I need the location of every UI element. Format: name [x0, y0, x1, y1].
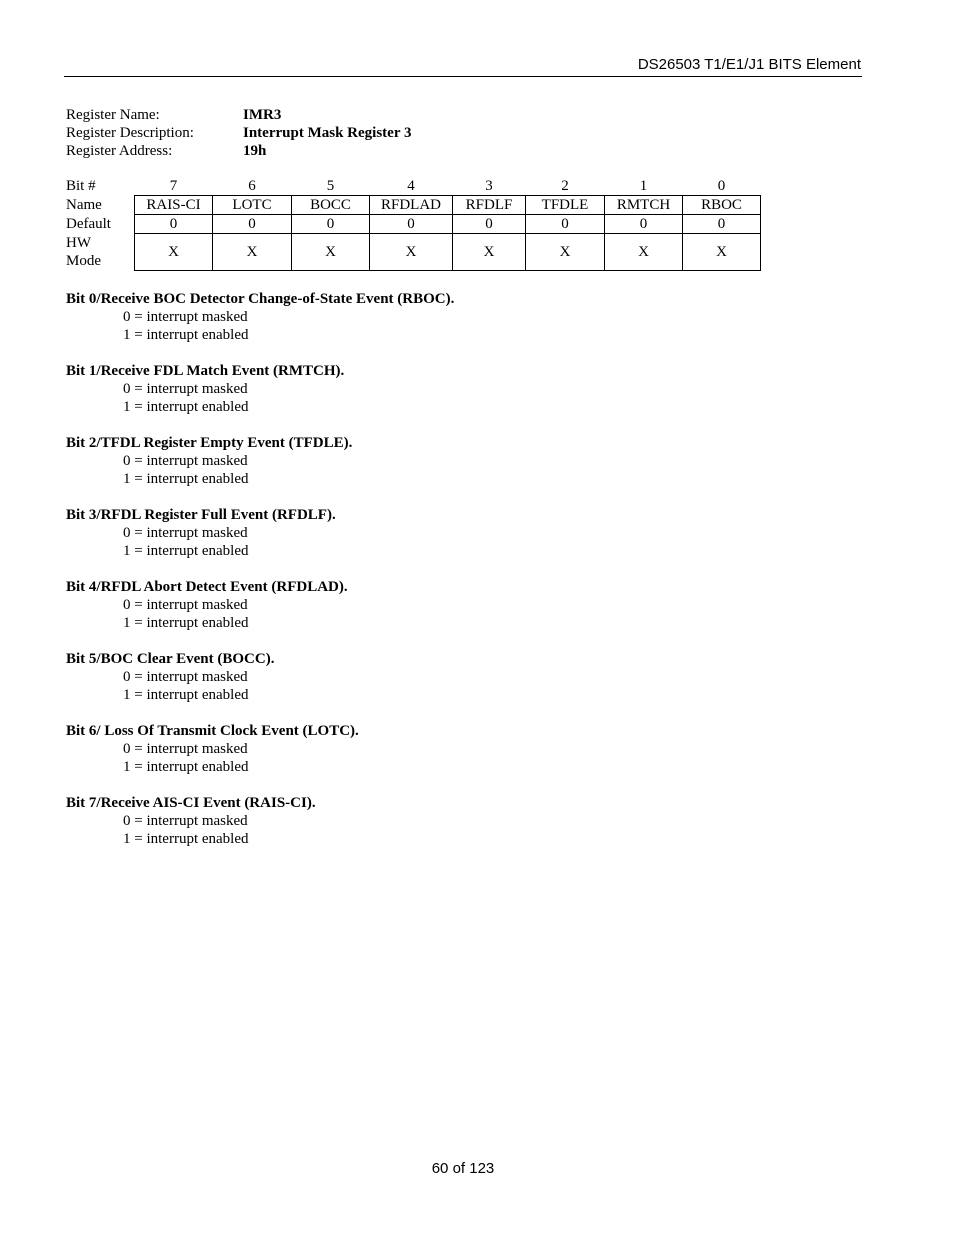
page-number: 60 of 123	[431, 1160, 495, 1177]
bit-default-row	[66, 215, 761, 234]
bit-default-cell: 0	[370, 215, 453, 234]
bit-option-enabled: 1 = interrupt enabled	[123, 471, 249, 487]
bit-option-masked: 0 = interrupt masked	[123, 741, 248, 757]
bit-hw-mode-row	[66, 234, 761, 271]
register-description-value: Interrupt Mask Register 3	[243, 125, 412, 141]
bit-number-cell: 0	[717, 178, 726, 194]
bit-name-row	[66, 196, 761, 215]
bit-hw-mode-cell: X	[453, 234, 526, 271]
hw-label-line2: Mode	[66, 253, 101, 269]
bit-name-cell: RAIS-CI	[135, 196, 213, 215]
register-address-label: Register Address:	[66, 143, 173, 159]
bit-option-masked: 0 = interrupt masked	[123, 813, 248, 829]
bit-number-cell: 4	[407, 178, 415, 194]
bit-description-heading: Bit 4/RFDL Abort Detect Event (RFDLAD).	[66, 579, 348, 595]
bit-option-masked: 0 = interrupt masked	[123, 669, 248, 685]
bit-name-label: Name	[66, 197, 102, 213]
bit-default-cell: 0	[135, 215, 213, 234]
bit-default-cell: 0	[683, 215, 761, 234]
bit-number-cell: 1	[639, 178, 648, 194]
bit-option-masked: 0 = interrupt masked	[123, 453, 248, 469]
bit-description-heading: Bit 6/ Loss Of Transmit Clock Event (LOTC).	[66, 723, 359, 739]
bit-description-heading: Bit 7/Receive AIS-CI Event (RAIS-CI).	[66, 795, 316, 811]
bit-number-cell: 6	[248, 178, 256, 194]
bit-default-cell: 0	[526, 215, 605, 234]
register-address-value: 19h	[243, 143, 267, 159]
register-name-value: IMR3	[243, 107, 282, 123]
bit-default-cell: 0	[453, 215, 526, 234]
bit-default-cell: 0	[292, 215, 370, 234]
header-divider	[64, 76, 862, 77]
bit-description-section	[66, 506, 454, 560]
bit-descriptions	[66, 290, 454, 866]
bit-description-section	[66, 650, 454, 704]
register-name-label: Register Name:	[66, 107, 160, 123]
bit-default-cell: 0	[213, 215, 292, 234]
bit-name-cell: TFDLE	[526, 196, 605, 215]
bit-description-heading: Bit 0/Receive BOC Detector Change-of-State Event (RBOC).	[66, 291, 455, 307]
bit-description-section	[66, 794, 454, 848]
bit-option-enabled: 1 = interrupt enabled	[123, 399, 249, 415]
bit-description-heading: Bit 1/Receive FDL Match Event (RMTCH).	[66, 363, 345, 379]
bit-number-row	[66, 177, 761, 196]
bit-hw-mode-cell: X	[213, 234, 292, 271]
bit-number-cell: 3	[485, 178, 493, 194]
register-name-row	[66, 106, 411, 124]
hw-label-line1: HW	[66, 235, 91, 251]
bit-number-label: Bit #	[66, 178, 96, 195]
bit-description-heading: Bit 3/RFDL Register Full Event (RFDLF).	[66, 507, 336, 523]
bit-field-table	[66, 177, 761, 271]
register-address-row	[66, 142, 411, 160]
bit-description-section	[66, 578, 454, 632]
bit-option-enabled: 1 = interrupt enabled	[123, 615, 249, 631]
bit-hw-mode-cell: X	[526, 234, 605, 271]
bit-hw-mode-label	[66, 234, 135, 271]
bit-description-section	[66, 362, 454, 416]
bit-option-masked: 0 = interrupt masked	[123, 597, 248, 613]
bit-description-section	[66, 290, 454, 344]
bit-number-cell: 5	[326, 178, 335, 194]
bit-description-heading: Bit 2/TFDL Register Empty Event (TFDLE).	[66, 435, 353, 451]
bit-name-cell: RMTCH	[605, 196, 683, 215]
bit-number-cell: 2	[561, 178, 569, 194]
bit-option-masked: 0 = interrupt masked	[123, 381, 248, 397]
bit-name-cell: RFDLAD	[370, 196, 453, 215]
bit-hw-mode-cell: X	[135, 234, 213, 271]
bit-hw-mode-cell: X	[605, 234, 683, 271]
bit-option-enabled: 1 = interrupt enabled	[123, 543, 249, 559]
bit-name-cell: RFDLF	[453, 196, 526, 215]
bit-option-masked: 0 = interrupt masked	[123, 309, 248, 325]
bit-name-cell: BOCC	[292, 196, 370, 215]
bit-name-cell: LOTC	[213, 196, 292, 215]
bit-option-enabled: 1 = interrupt enabled	[123, 759, 249, 775]
bit-hw-mode-cell: X	[683, 234, 761, 271]
bit-default-label: Default	[66, 216, 111, 232]
register-info	[66, 106, 411, 160]
bit-default-cell: 0	[605, 215, 683, 234]
bit-description-section	[66, 434, 454, 488]
bit-description-section	[66, 722, 454, 776]
bit-option-enabled: 1 = interrupt enabled	[123, 831, 249, 847]
register-description-label: Register Description:	[66, 125, 194, 141]
bit-name-cell: RBOC	[683, 196, 761, 215]
register-description-row	[66, 124, 411, 142]
bit-description-heading: Bit 5/BOC Clear Event (BOCC).	[66, 651, 275, 667]
bit-hw-mode-cell: X	[292, 234, 370, 271]
document-header-title: DS26503 T1/E1/J1 BITS Element	[637, 56, 861, 73]
bit-option-masked: 0 = interrupt masked	[123, 525, 248, 541]
bit-option-enabled: 1 = interrupt enabled	[123, 687, 249, 703]
bit-hw-mode-cell: X	[370, 234, 453, 271]
bit-number-cell: 7	[169, 178, 178, 194]
bit-option-enabled: 1 = interrupt enabled	[123, 327, 249, 343]
